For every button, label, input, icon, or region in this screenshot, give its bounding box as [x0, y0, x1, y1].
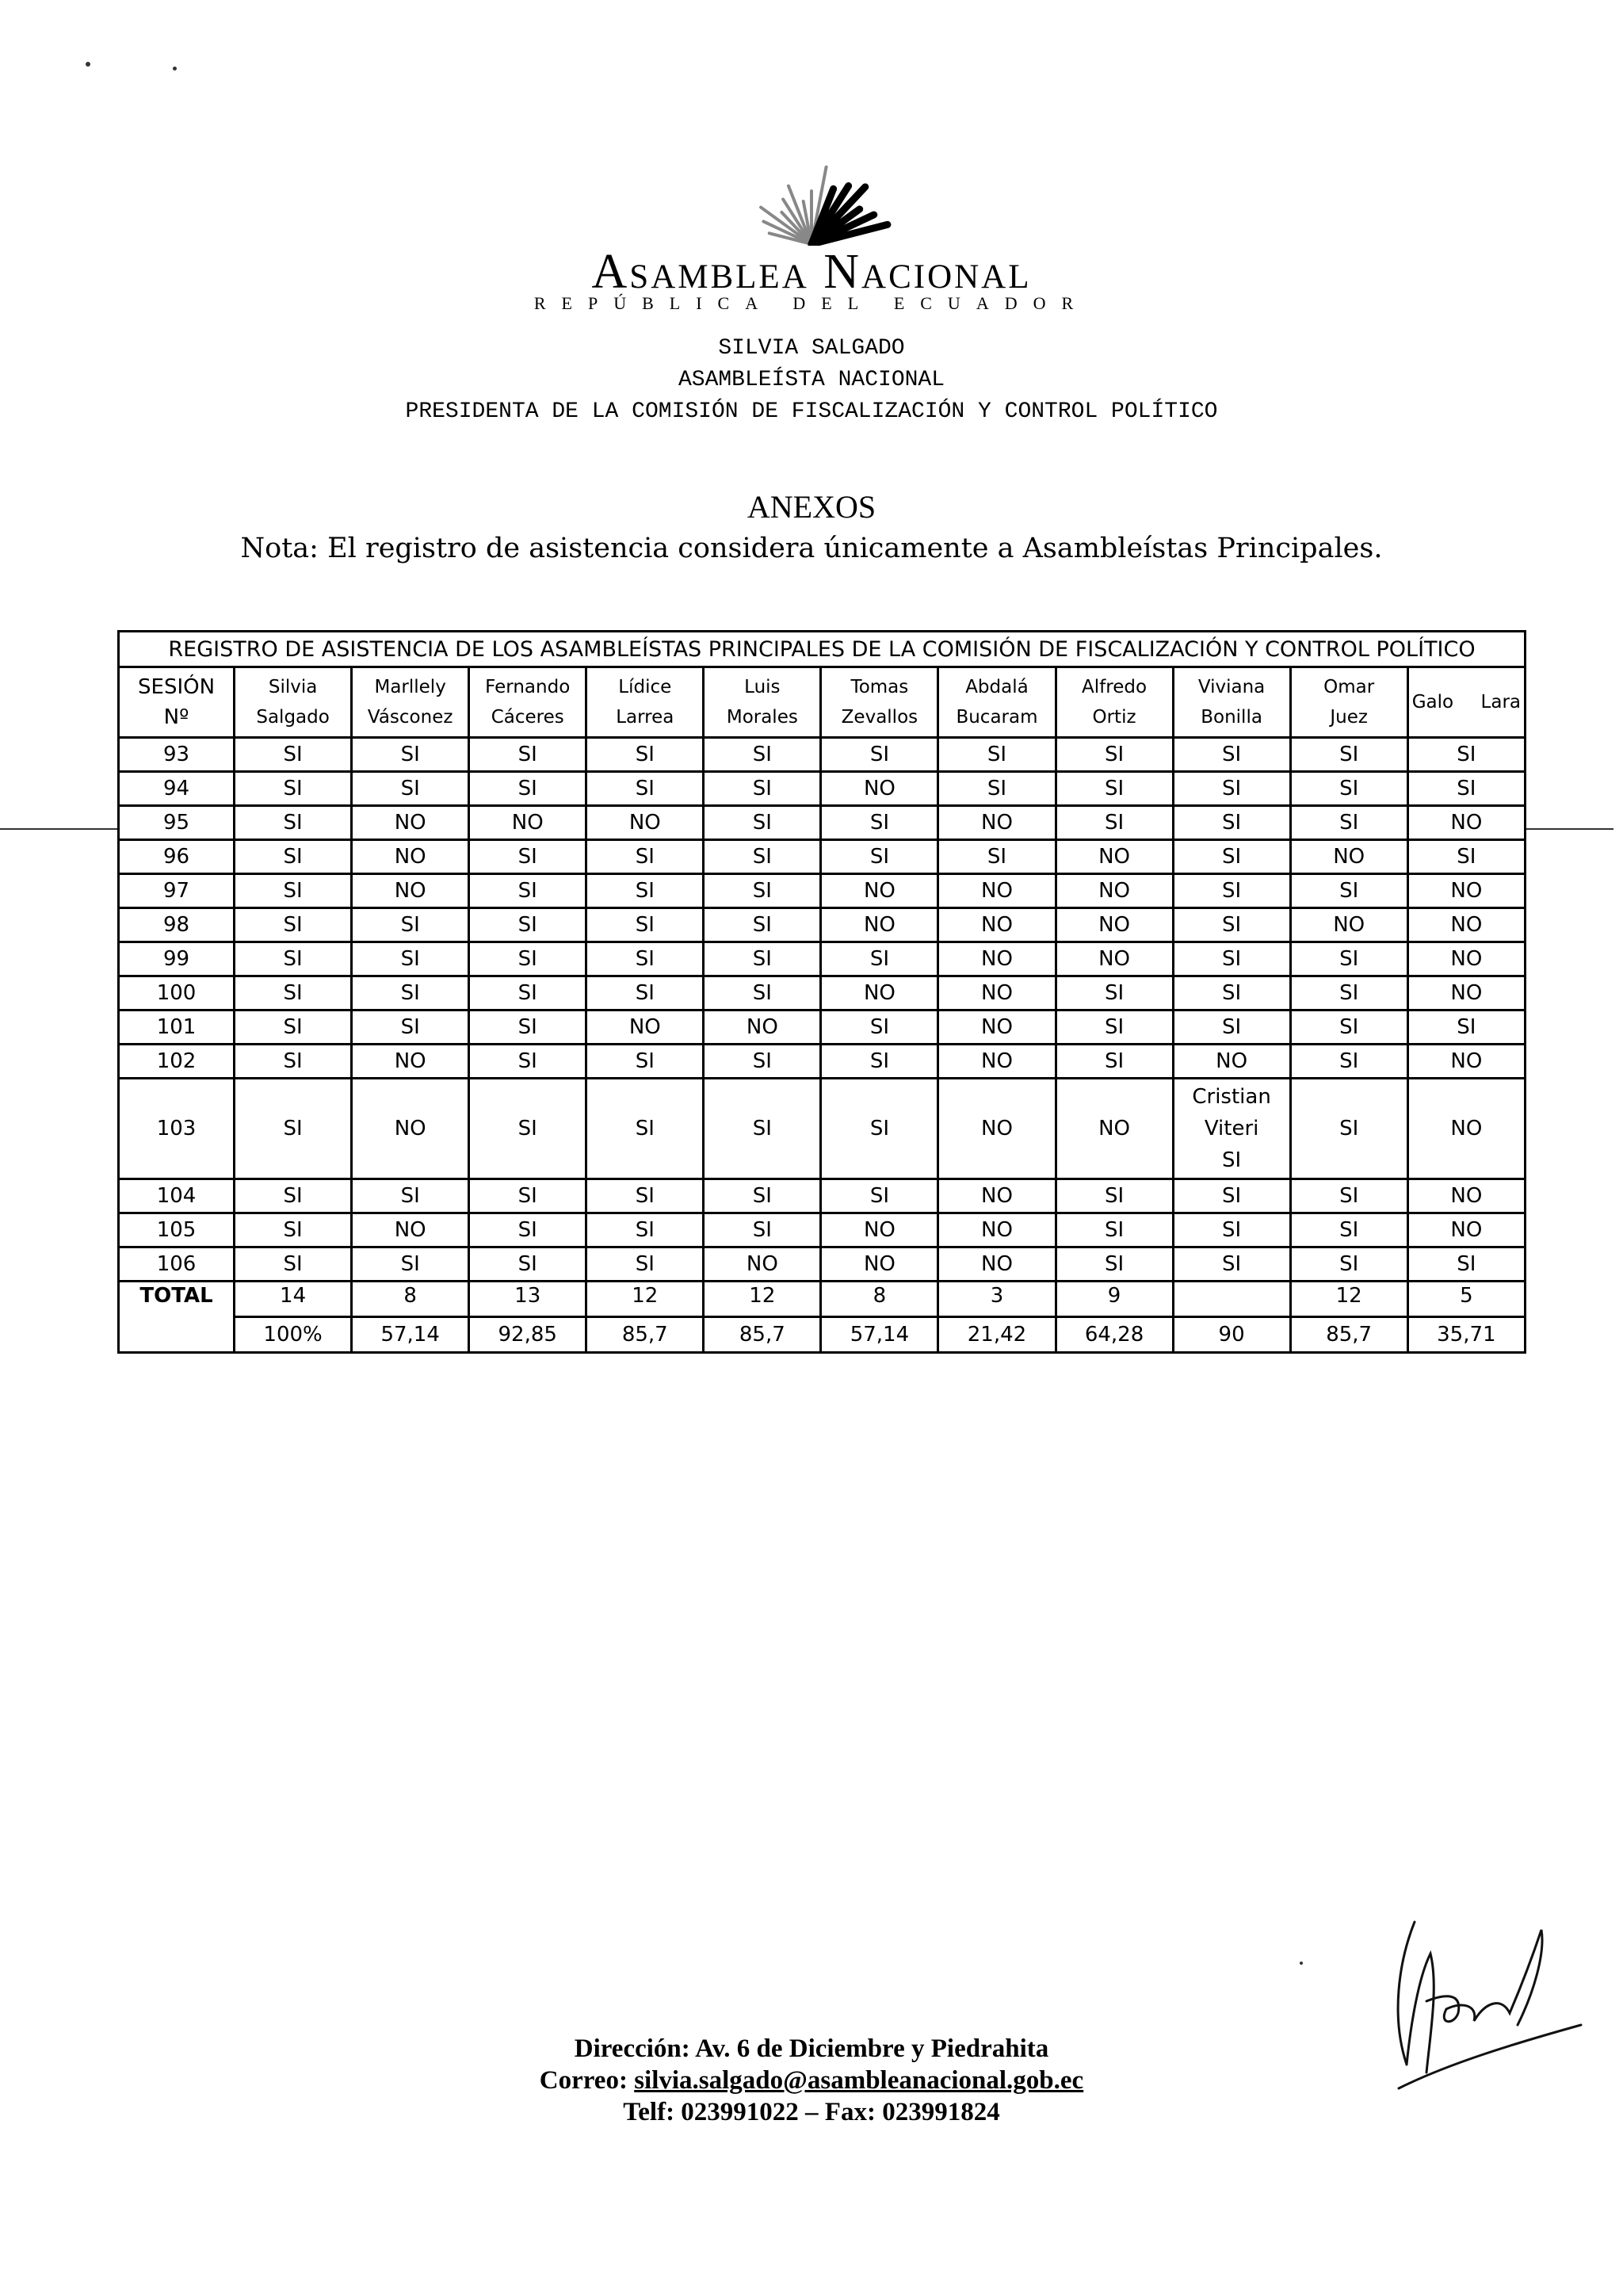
attendance-cell: NO — [1290, 908, 1407, 942]
percentage-cell: 21,42 — [938, 1317, 1056, 1353]
attendance-cell: SI — [1290, 1179, 1407, 1213]
attendance-cell: SI — [1056, 806, 1173, 840]
attendance-cell: SI — [586, 1045, 704, 1079]
attendance-cell: NO — [1173, 1045, 1290, 1079]
session-header-line1: SESIÓN — [138, 675, 216, 699]
table-row — [119, 1247, 1526, 1282]
scan-line-right — [1526, 828, 1613, 830]
attendance-cell: SI — [704, 908, 821, 942]
attendance-cell: SI — [704, 806, 821, 840]
percentage-cell: 90 — [1173, 1317, 1290, 1353]
attendance-cell: NO — [704, 1247, 821, 1282]
attendance-cell: SI — [938, 738, 1056, 772]
table-row — [119, 1010, 1526, 1045]
attendance-cell: SI — [235, 1045, 352, 1079]
attendance-cell: SI — [704, 738, 821, 772]
percentage-cell: 85,7 — [1290, 1317, 1407, 1353]
attendance-cell: NO — [352, 1079, 469, 1179]
attendance-cell: NO — [1407, 1045, 1525, 1079]
attendance-cell: SI — [235, 1247, 352, 1282]
total-label: TOTAL — [119, 1282, 235, 1353]
attendance-cell: SI — [469, 1247, 586, 1282]
attendance-cell: SI — [352, 1247, 469, 1282]
attendance-cell: SI — [352, 976, 469, 1010]
attendance-cell: SI — [1290, 1045, 1407, 1079]
member-name-part: Lídice — [618, 677, 672, 697]
attendance-cell: SI — [704, 874, 821, 908]
attendance-cell-line: Viteri — [1204, 1117, 1259, 1140]
attendance-cell: SI — [1173, 840, 1290, 874]
scan-speck — [1300, 1962, 1303, 1965]
attendance-cell: SI — [821, 1179, 938, 1213]
attendance-cell: SI — [469, 1010, 586, 1045]
scan-line-left — [0, 828, 117, 830]
attendance-cell: NO — [938, 874, 1056, 908]
annex-note: Nota: El registro de asistencia considera únicamente a Asambleístas Principales. — [240, 533, 1383, 564]
attendance-cell: SI — [352, 942, 469, 976]
percentage-cell: 64,28 — [1056, 1317, 1173, 1353]
total-cell: 12 — [586, 1282, 704, 1317]
attendance-cell: NO — [1407, 942, 1525, 976]
attendance-cell: SI — [1290, 1213, 1407, 1247]
attendance-cell: NO — [1407, 1179, 1525, 1213]
session-number: 102 — [119, 1045, 235, 1079]
attendance-cell: NO — [821, 976, 938, 1010]
session-number: 104 — [119, 1179, 235, 1213]
session-number: 103 — [119, 1079, 235, 1179]
attendance-cell: NO — [1056, 874, 1173, 908]
member-name-part: Galo — [1411, 692, 1454, 712]
attendance-cell: NO — [352, 1045, 469, 1079]
attendance-cell: SI — [704, 840, 821, 874]
attendance-cell: NO — [352, 1213, 469, 1247]
total-cell: 13 — [469, 1282, 586, 1317]
attendance-cell: NO — [938, 942, 1056, 976]
session-number: 96 — [119, 840, 235, 874]
attendance-cell: SI — [586, 908, 704, 942]
session-header-line2: Nº — [163, 705, 189, 729]
table-row — [119, 806, 1526, 840]
attendance-cell: SI — [235, 840, 352, 874]
attendance-cell: NO — [938, 806, 1056, 840]
session-number: 98 — [119, 908, 235, 942]
member-name-part: Silvia — [268, 677, 318, 697]
footer-contact — [0, 2033, 1623, 2128]
member-column-header — [938, 667, 1056, 738]
table-row — [119, 1045, 1526, 1079]
total-cell: 12 — [1290, 1282, 1407, 1317]
attendance-cell: NO — [821, 908, 938, 942]
total-cell: 14 — [235, 1282, 352, 1317]
attendance-cell: SI — [1173, 1213, 1290, 1247]
member-name-part: Cáceres — [491, 707, 564, 728]
attendance-cell: NO — [938, 1247, 1056, 1282]
attendance-cell: NO — [469, 806, 586, 840]
attendance-cell: SI — [469, 874, 586, 908]
attendance-cell: SI — [1407, 1247, 1525, 1282]
percentage-cell: 85,7 — [704, 1317, 821, 1353]
attendance-cell: SI — [1290, 772, 1407, 806]
attendance-cell: SI — [1290, 976, 1407, 1010]
attendance-cell: SI — [704, 1079, 821, 1179]
attendance-cell: SI — [469, 908, 586, 942]
member-name-part: Bonilla — [1201, 707, 1262, 728]
attendance-cell: SI — [469, 1045, 586, 1079]
attendance-cell: SI — [352, 772, 469, 806]
footer-phone: Telf: 023991022 – Fax: 023991824 — [623, 2098, 1000, 2126]
letterhead-block — [0, 333, 1623, 428]
org-name: Asamblea Nacional — [591, 245, 1032, 299]
attendance-cell: SI — [821, 840, 938, 874]
attendance-cell: SI — [704, 772, 821, 806]
member-name-part: Omar — [1323, 677, 1375, 697]
attendance-cell: NO — [938, 1045, 1056, 1079]
table-title: REGISTRO DE ASISTENCIA DE LOS ASAMBLEÍSTAS PRINCIPALES DE LA COMISIÓN DE FISCALIZACIÓN Y CONTROL POLÍTICO — [119, 632, 1526, 667]
attendance-cell: SI — [1290, 1079, 1407, 1179]
attendance-cell: NO — [821, 874, 938, 908]
attendance-cell: SI — [1056, 772, 1173, 806]
attendance-cell: SI — [586, 976, 704, 1010]
attendance-cell: NO — [1290, 840, 1407, 874]
attendance-cell: SI — [1407, 738, 1525, 772]
attendance-cell: SI — [469, 1179, 586, 1213]
footer-address: Dirección: Av. 6 de Diciembre y Piedrahita — [574, 2034, 1049, 2063]
attendance-cell: NO — [1056, 1079, 1173, 1179]
member-column-header — [821, 667, 938, 738]
attendance-cell: NO — [1407, 874, 1525, 908]
attendance-cell: SI — [821, 806, 938, 840]
member-column-header — [235, 667, 352, 738]
percentage-cell: 35,71 — [1407, 1317, 1525, 1353]
member-column-header — [1407, 667, 1525, 738]
logo-emblem-icon — [693, 143, 930, 246]
attendance-cell: NO — [586, 806, 704, 840]
attendance-cell: SI — [586, 738, 704, 772]
member-name-part: Fernando — [485, 677, 571, 697]
attendance-cell: NO — [1056, 840, 1173, 874]
member-column-header — [469, 667, 586, 738]
attendance-cell — [1173, 1079, 1290, 1179]
attendance-cell: SI — [1056, 1045, 1173, 1079]
total-cell: 9 — [1056, 1282, 1173, 1317]
attendance-cell: SI — [352, 908, 469, 942]
attendance-cell: SI — [1173, 1247, 1290, 1282]
attendance-cell: SI — [1173, 806, 1290, 840]
attendance-cell: NO — [938, 976, 1056, 1010]
table-row — [119, 772, 1526, 806]
member-name-part: Salgado — [256, 707, 330, 728]
attendance-cell: SI — [469, 840, 586, 874]
attendance-cell: SI — [586, 1247, 704, 1282]
total-cell: 3 — [938, 1282, 1056, 1317]
attendance-cell: SI — [235, 1179, 352, 1213]
attendance-cell: SI — [821, 1010, 938, 1045]
attendance-cell-line: SI — [1222, 1148, 1242, 1172]
member-name-part: Morales — [726, 707, 798, 728]
total-cell: 8 — [352, 1282, 469, 1317]
member-column-header — [704, 667, 821, 738]
attendance-cell: SI — [938, 772, 1056, 806]
letterhead-position: PRESIDENTA DE LA COMISIÓN DE FISCALIZACIÓN Y CONTROL POLÍTICO — [405, 399, 1218, 424]
attendance-cell: SI — [586, 772, 704, 806]
attendance-cell: SI — [235, 942, 352, 976]
annex-title: ANEXOS — [747, 489, 876, 525]
attendance-cell: NO — [1407, 908, 1525, 942]
attendance-cell: SI — [586, 1179, 704, 1213]
footer-email-label: Correo: — [539, 2066, 635, 2095]
attendance-cell: SI — [1407, 1010, 1525, 1045]
session-number: 94 — [119, 772, 235, 806]
attendance-cell: SI — [352, 1010, 469, 1045]
attendance-cell: SI — [1407, 840, 1525, 874]
attendance-cell: NO — [938, 908, 1056, 942]
asamblea-logo — [0, 143, 1623, 246]
member-name-part: Bucaram — [956, 707, 1038, 728]
attendance-cell: SI — [1056, 1247, 1173, 1282]
attendance-cell: SI — [1056, 738, 1173, 772]
attendance-cell: SI — [821, 738, 938, 772]
attendance-cell: SI — [704, 942, 821, 976]
attendance-cell: SI — [1056, 1010, 1173, 1045]
attendance-cell: SI — [235, 908, 352, 942]
attendance-cell: NO — [821, 1247, 938, 1282]
attendance-cell: SI — [1173, 874, 1290, 908]
member-column-header — [352, 667, 469, 738]
attendance-cell: SI — [1173, 976, 1290, 1010]
member-name-part: Tomas — [850, 677, 909, 697]
attendance-cell: NO — [1056, 908, 1173, 942]
attendance-cell: SI — [704, 976, 821, 1010]
attendance-cell: SI — [586, 840, 704, 874]
attendance-cell: SI — [469, 738, 586, 772]
percentage-cell: 57,14 — [352, 1317, 469, 1353]
percentage-cell: 92,85 — [469, 1317, 586, 1353]
footer-email-line — [0, 2065, 1623, 2096]
attendance-cell: SI — [469, 1213, 586, 1247]
attendance-cell: NO — [821, 1213, 938, 1247]
member-name-part: Luis — [744, 677, 781, 697]
attendance-cell: SI — [1056, 1179, 1173, 1213]
member-name-part: Ortiz — [1092, 707, 1136, 728]
attendance-cell: NO — [821, 772, 938, 806]
member-name-part: Lara — [1480, 692, 1521, 712]
attendance-cell: SI — [821, 942, 938, 976]
member-name-part: Zevallos — [841, 707, 918, 728]
session-number: 106 — [119, 1247, 235, 1282]
session-number: 93 — [119, 738, 235, 772]
member-name-part: Marllely — [374, 677, 446, 697]
percentage-cell: 57,14 — [821, 1317, 938, 1353]
percentage-cell: 100% — [235, 1317, 352, 1353]
table-row — [119, 840, 1526, 874]
attendance-cell: NO — [704, 1010, 821, 1045]
table-row — [119, 976, 1526, 1010]
attendance-cell: NO — [352, 874, 469, 908]
session-number: 97 — [119, 874, 235, 908]
attendance-cell: NO — [1407, 1079, 1525, 1179]
total-cell: 12 — [704, 1282, 821, 1317]
attendance-cell: SI — [1173, 908, 1290, 942]
attendance-table — [117, 630, 1526, 1354]
attendance-cell: SI — [235, 976, 352, 1010]
attendance-cell: SI — [1407, 772, 1525, 806]
attendance-cell: NO — [938, 1010, 1056, 1045]
attendance-cell: SI — [352, 738, 469, 772]
table-row — [119, 738, 1526, 772]
attendance-cell: NO — [352, 806, 469, 840]
attendance-cell: SI — [1290, 1010, 1407, 1045]
attendance-cell: SI — [235, 1079, 352, 1179]
attendance-cell: SI — [235, 806, 352, 840]
attendance-cell: SI — [1173, 1010, 1290, 1045]
session-number: 95 — [119, 806, 235, 840]
attendance-cell: SI — [469, 942, 586, 976]
attendance-cell: SI — [586, 874, 704, 908]
table-row — [119, 874, 1526, 908]
attendance-cell-line: Cristian — [1192, 1085, 1271, 1109]
attendance-cell: SI — [235, 772, 352, 806]
table-row — [119, 1079, 1526, 1179]
attendance-cell: SI — [235, 1213, 352, 1247]
session-number: 105 — [119, 1213, 235, 1247]
letterhead-role: ASAMBLEÍSTA NACIONAL — [678, 368, 945, 392]
table-row — [119, 942, 1526, 976]
attendance-cell: SI — [1290, 738, 1407, 772]
attendance-cell: SI — [1290, 874, 1407, 908]
attendance-cell: NO — [1407, 806, 1525, 840]
attendance-cell: SI — [469, 1079, 586, 1179]
attendance-cell: SI — [704, 1179, 821, 1213]
attendance-cell: NO — [1407, 1213, 1525, 1247]
attendance-cell: SI — [1056, 1213, 1173, 1247]
member-name-part: Larrea — [616, 707, 674, 728]
member-column-header — [1173, 667, 1290, 738]
session-number: 100 — [119, 976, 235, 1010]
attendance-cell: NO — [586, 1010, 704, 1045]
letterhead-name: SILVIA SALGADO — [718, 336, 905, 361]
attendance-cell: SI — [586, 942, 704, 976]
session-column-header — [119, 667, 235, 738]
member-name-part: Vásconez — [367, 707, 453, 728]
attendance-cell: NO — [352, 840, 469, 874]
total-cell: 8 — [821, 1282, 938, 1317]
table-row — [119, 1179, 1526, 1213]
attendance-cell: SI — [1290, 806, 1407, 840]
attendance-cell: SI — [1056, 976, 1173, 1010]
attendance-cell: SI — [1173, 772, 1290, 806]
member-name-part: Alfredo — [1082, 677, 1148, 697]
session-number: 101 — [119, 1010, 235, 1045]
member-column-header — [1056, 667, 1173, 738]
attendance-cell: SI — [235, 738, 352, 772]
attendance-cell: SI — [1173, 738, 1290, 772]
attendance-cell: SI — [352, 1179, 469, 1213]
attendance-cell: SI — [586, 1213, 704, 1247]
total-cell: 5 — [1407, 1282, 1525, 1317]
member-name-part: Juez — [1330, 707, 1368, 728]
org-subtitle: REPÚBLICA DEL ECUADOR — [533, 293, 1090, 313]
table-row — [119, 1213, 1526, 1247]
member-column-header — [1290, 667, 1407, 738]
footer-email-link[interactable]: silvia.salgado@asambleanacional.gob.ec — [634, 2066, 1084, 2095]
attendance-cell: SI — [821, 1045, 938, 1079]
attendance-cell: SI — [469, 772, 586, 806]
attendance-cell: SI — [821, 1079, 938, 1179]
attendance-cell: SI — [704, 1045, 821, 1079]
total-cell — [1173, 1282, 1290, 1317]
attendance-cell: SI — [469, 976, 586, 1010]
member-name-part: Viviana — [1197, 677, 1266, 697]
attendance-cell: SI — [235, 1010, 352, 1045]
attendance-cell: NO — [938, 1213, 1056, 1247]
table-row — [119, 908, 1526, 942]
percentage-cell: 85,7 — [586, 1317, 704, 1353]
attendance-cell: SI — [1173, 942, 1290, 976]
scan-speck — [86, 62, 90, 67]
attendance-cell: SI — [704, 1213, 821, 1247]
attendance-cell: SI — [235, 874, 352, 908]
attendance-cell: SI — [1290, 942, 1407, 976]
attendance-cell: NO — [938, 1079, 1056, 1179]
attendance-cell: SI — [1290, 1247, 1407, 1282]
attendance-cell: SI — [1173, 1179, 1290, 1213]
attendance-cell: SI — [586, 1079, 704, 1179]
attendance-cell: NO — [1056, 942, 1173, 976]
member-name-part: Abdalá — [965, 677, 1029, 697]
attendance-cell: NO — [938, 1179, 1056, 1213]
member-column-header — [586, 667, 704, 738]
session-number: 99 — [119, 942, 235, 976]
attendance-cell: SI — [938, 840, 1056, 874]
attendance-cell: NO — [1407, 976, 1525, 1010]
scan-speck — [173, 67, 177, 71]
